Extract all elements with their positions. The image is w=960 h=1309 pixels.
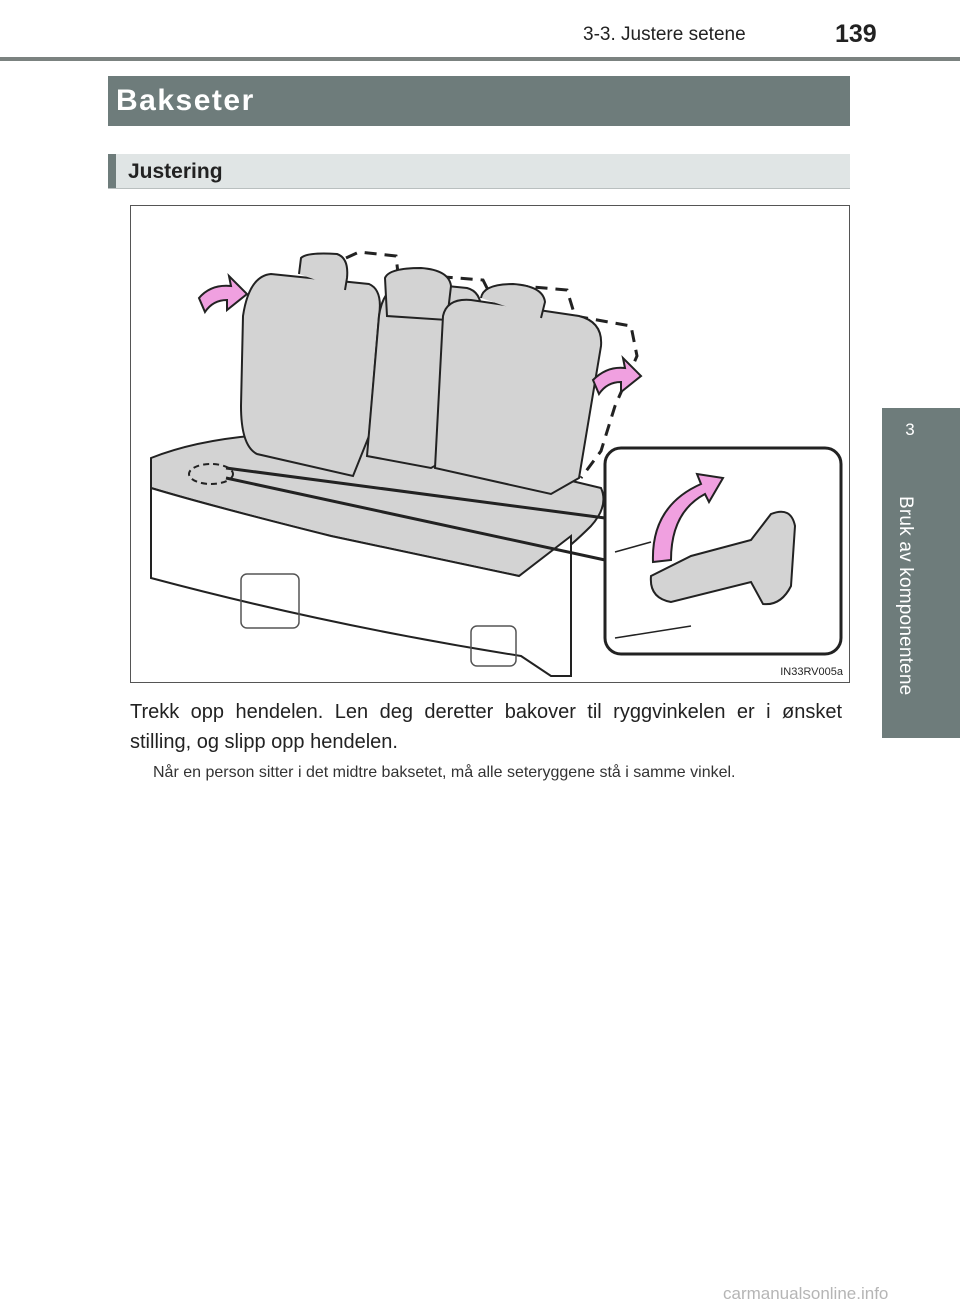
header-section-title: 3-3. Justere setene — [583, 24, 746, 45]
instruction-text: Trekk opp hendelen. Len deg deretter bakover til ryggvinkelen er i ønsket stilling, og slipp opp hendelen. — [130, 701, 842, 753]
subheading-underline — [108, 188, 850, 189]
rear-seat-illustration — [131, 206, 849, 682]
chapter-side-tab — [882, 408, 960, 738]
left-seatback — [241, 274, 380, 476]
recline-arrow-left — [199, 276, 247, 312]
figure-code: IN33RV005a — [780, 666, 843, 678]
subheading: Justering — [108, 154, 850, 188]
page-number: 139 — [835, 20, 877, 48]
note-text: Når en person sitter i det midtre baksetet, må alle seteryggene stå i samme vinkel. — [153, 764, 736, 781]
chapter-label: Bruk av komponentene — [895, 496, 916, 696]
chapter-number: 3 — [905, 420, 915, 439]
right-seatback — [435, 300, 601, 494]
recline-arrow-right — [593, 358, 641, 394]
section-title: Bakseter — [108, 76, 850, 126]
seat-adjustment-figure — [130, 205, 850, 683]
header-rule — [0, 57, 960, 61]
watermark: carmanualsonline.info — [723, 1284, 889, 1303]
